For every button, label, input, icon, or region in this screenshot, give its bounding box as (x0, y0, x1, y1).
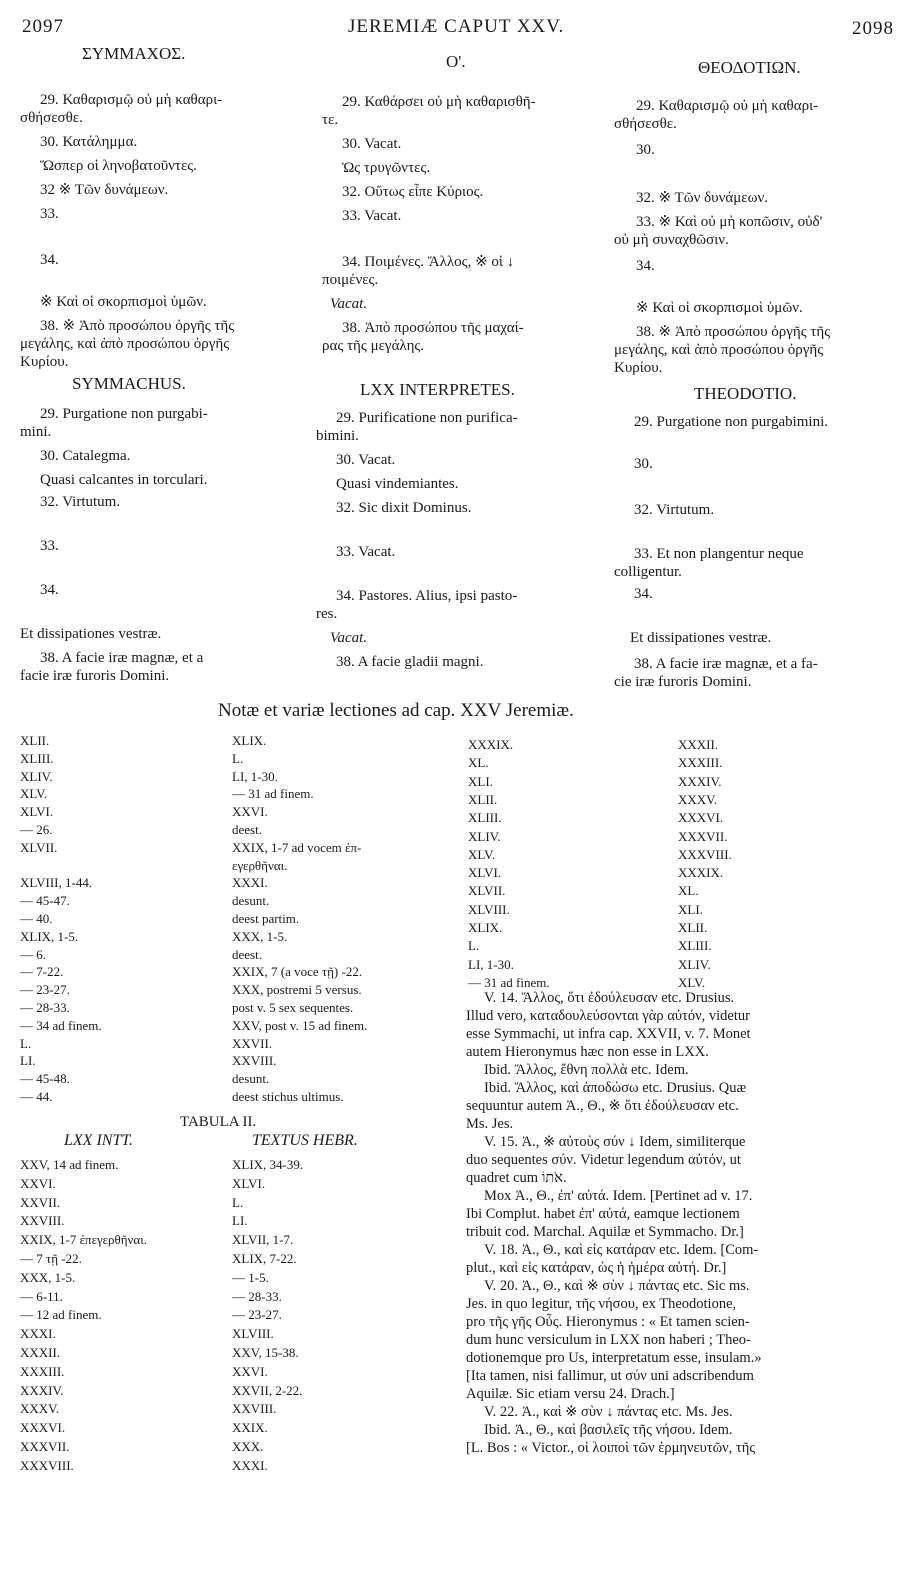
latin-theodotion-heading: THEODOTIO. (694, 384, 797, 403)
table-cell: XLIII. (20, 751, 54, 766)
text-line: 33. (40, 538, 59, 554)
text-line: mini. (20, 424, 52, 440)
table-cell: — 23-27. (20, 982, 70, 997)
table-cell: — 45-47. (20, 893, 70, 908)
table-cell: XXXIII. (678, 755, 723, 770)
table-cell: XLII. (20, 733, 50, 748)
text-line: 34. Pastores. Alius, ipsi pasto- (336, 588, 518, 604)
note-line: tribuit cod. Marchal. Aquilæ et Symmacho. Dr.] (466, 1224, 744, 1240)
table-cell: XXVII. (20, 1195, 61, 1210)
text-line: 33. ※ Καὶ οὐ μὴ κοπῶσιν, οὐδ' (636, 214, 823, 230)
greek-lxx-heading: Ο'. (446, 52, 466, 71)
note-line: Ibid. Ἄλλος, καὶ ἀποδώσω etc. Drusius. Quæ (484, 1080, 747, 1096)
table-cell: LI. (20, 1053, 36, 1068)
table-cell: XXVI. (20, 1176, 56, 1191)
table-cell: XL. (678, 883, 699, 898)
table-cell: XLV. (20, 786, 48, 801)
text-line: 29. Καθαρισμῷ οὐ μὴ καθαρι- (636, 98, 819, 114)
table-cell: XXXV. (678, 792, 718, 807)
table-cell: XLIX, 7-22. (232, 1251, 297, 1266)
text-line: 34. (634, 586, 653, 602)
table-cell: L. (232, 1195, 244, 1210)
text-line: σθήσεσθε. (20, 110, 83, 126)
note-line: Ibi Complut. habet ἐπ' αὐτά, eamque lectionem (466, 1206, 740, 1222)
note-line: V. 14. Ἄλλος, ὅτι ἐδούλευσαν etc. Drusius. (484, 990, 735, 1006)
table-cell: XXXVII. (678, 829, 728, 844)
table-cell: XLVI. (468, 865, 502, 880)
table-cell: XLIX, 34-39. (232, 1157, 304, 1172)
note-line: quadret cum אֹתוֹ. (466, 1170, 567, 1186)
note-line: V. 18. Ἀ., Θ., καὶ εἰς κατάραν etc. Idem. [Com- (484, 1242, 759, 1258)
text-line: Κυρίου. (20, 354, 69, 370)
table-cell: desunt. (232, 893, 270, 908)
table-cell: XXVI. (232, 1364, 268, 1379)
text-line: colligentur. (614, 564, 682, 580)
text-line: 29. Καθαρισμῷ οὐ μὴ καθαρι- (40, 92, 223, 108)
table-cell: XXIX, 1-7 ad vocem ἐπ- (232, 840, 362, 855)
table-cell: — 26. (20, 822, 53, 837)
table-cell: — 23-27. (232, 1307, 282, 1322)
latin-symmachus-heading: SYMMACHUS. (72, 374, 186, 393)
text-line: Quasi vindemiantes. (336, 476, 459, 492)
table-cell: XXVIII. (20, 1213, 65, 1228)
text-line: 30. Vacat. (336, 452, 396, 468)
text-line: 38. A facie gladii magni. (336, 654, 484, 670)
text-line: 29. Καθάρσει οὐ μὴ καθαρισθῆ- (342, 94, 536, 110)
text-line: σθήσεσθε. (614, 116, 677, 132)
tabula-two-title: TABULA II. (180, 1114, 257, 1130)
note-line: Aquilæ. Sic etiam versu 24. Drach.] (466, 1386, 675, 1402)
text-line: ※ Καὶ οἱ σκορπισμοὶ ὑμῶν. (40, 294, 207, 310)
text-line: 30. Vacat. (342, 136, 402, 152)
text-line: 38. A facie iræ magnæ, et a (40, 650, 204, 666)
text-line: 34. (636, 258, 655, 274)
table-cell: XLV. (678, 975, 706, 990)
note-line: [Ita tamen, nisi fallimur, ut σύν uni adscribendum (466, 1368, 754, 1384)
table-cell: XLVIII. (468, 902, 510, 917)
text-line: μεγάλης, καὶ ἀπὸ προσώπου ὀργῆς (20, 336, 230, 352)
text-line: res. (316, 606, 338, 622)
table-cell: XLIV. (20, 769, 53, 784)
greek-theodotion-heading: ΘΕΟΔΟΤΙΩΝ. (698, 58, 801, 77)
page-number-right: 2098 (852, 18, 894, 39)
table-cell: XLIV. (468, 829, 501, 844)
table-cell: XLI. (468, 774, 493, 789)
note-line: Ibid. Ἀ., Θ., καὶ βασιλεῖς τῆς νήσου. Idem. (484, 1422, 733, 1438)
note-line: V. 20. Ἀ., Θ., καὶ ※ σὺν ↓ πάντας etc. Sic ms. (484, 1278, 750, 1294)
text-line: 30. (634, 456, 653, 472)
table-cell: XXV, post v. 15 ad finem. (232, 1018, 368, 1033)
text-line: 38. ※ Ἀπὸ προσώπου ὀργῆς τῆς (636, 324, 831, 340)
table-cell: XXXIII. (20, 1364, 65, 1379)
table-cell: XLVIII, 1-44. (20, 875, 93, 890)
table-cell: XXVII, 2-22. (232, 1383, 303, 1398)
table-cell: — 28-33. (232, 1289, 282, 1304)
table-cell: XLIII. (678, 938, 712, 953)
table-cell: XXXI. (232, 1458, 268, 1473)
text-line: Et dissipationes vestræ. (20, 626, 162, 642)
tabula-two-head-left: LXX INTT. (64, 1132, 134, 1149)
note-line: autem Hieronymus hæc non esse in LXX. (466, 1044, 709, 1060)
text-line: 34. Ποιμένες. Ἄλλος, ※ οἱ ↓ (342, 254, 515, 270)
table-cell: XXV, 14 ad finem. (20, 1157, 119, 1172)
note-line: dum hunc versiculum in LXX non haberi ; Theo- (466, 1332, 751, 1348)
table-cell: XXXVIII. (20, 1458, 74, 1473)
note-line: duo sequentes σύν. Videtur legendum αὐτόν, ut (466, 1152, 741, 1168)
text-line: 34. (40, 252, 59, 268)
table-cell: LI, 1-30. (232, 769, 278, 784)
table-cell: deest. (232, 947, 262, 962)
text-line: 32. ※ Τῶν δυνάμεων. (636, 190, 768, 206)
table-cell: XXVIII. (232, 1053, 277, 1068)
note-line: esse Symmachi, ut infra cap. XXVII, v. 7. Monet (466, 1026, 751, 1042)
table-cell: — 40. (20, 911, 53, 926)
table-cell: XXIX, 1-7 ἐπεγερθῆναι. (20, 1232, 147, 1247)
text-line: 33. Vacat. (336, 544, 396, 560)
text-line: Ὥσπερ οἱ ληνοβατοῦντες. (40, 158, 197, 174)
text-line: 30. Κατάλημμα. (40, 134, 138, 150)
table-cell: — 31 ad finem. (232, 786, 314, 801)
table-cell: — 44. (20, 1089, 53, 1104)
text-line: facie iræ furoris Domini. (20, 668, 170, 684)
greek-symmachus-heading: ΣΥΜΜΑΧΟΣ. (82, 44, 186, 63)
table-cell: XXXIV. (20, 1383, 64, 1398)
text-line: μεγάλης, καὶ ἀπὸ προσώπου ὀργῆς (614, 342, 824, 358)
table-cell: XXXIX. (468, 737, 514, 752)
table-cell: XXVIII. (232, 1401, 277, 1416)
table-cell: XLVI. (20, 804, 54, 819)
text-line: Vacat. (330, 630, 368, 646)
text-line: cie iræ furoris Domini. (614, 674, 752, 690)
table-cell: XXXI. (232, 875, 268, 890)
table-cell: XLIII. (468, 810, 502, 825)
table-cell: XXXI. (20, 1326, 56, 1341)
table-cell: — 34 ad finem. (20, 1018, 102, 1033)
table-cell: XXXIX. (678, 865, 724, 880)
table-cell: — 7 τῇ -22. (20, 1251, 82, 1266)
table-cell: XXXII. (678, 737, 719, 752)
latin-lxx-heading: LXX INTERPRETES. (360, 380, 515, 399)
table-cell: XXX, 1-5. (232, 929, 288, 944)
table-cell: L. (232, 751, 244, 766)
text-line: 30. (636, 142, 655, 158)
table-cell: XXXII. (20, 1345, 61, 1360)
tabula-two-head-right: TEXTUS HEBR. (252, 1132, 358, 1149)
text-line: 38. A facie iræ magnæ, et a fa- (634, 656, 818, 672)
note-line: Mox Ἀ., Θ., ἐπ' αὐτά. Idem. [Pertinet ad v. 17. (484, 1188, 753, 1204)
note-line: Ibid. Ἄλλος, ἔθνη πολλὰ etc. Idem. (484, 1062, 689, 1078)
text-line: 32 ※ Τῶν δυνάμεων. (40, 182, 169, 198)
table-cell: deest stichus ultimus. (232, 1089, 344, 1104)
table-cell: — 6-11. (20, 1289, 63, 1304)
text-line: 29. Purgatione non purgabi- (40, 406, 208, 422)
table-cell: XLVII. (468, 883, 506, 898)
text-line: 29. Purgatione non purgabimini. (634, 414, 829, 430)
text-line: 29. Purificatione non purifica- (336, 410, 518, 426)
text-line: 33. (40, 206, 59, 222)
text-line: 32. Sic dixit Dominus. (336, 500, 472, 516)
note-line: [L. Bos : « Victor., οἱ λοιποὶ τῶν ἑρμηνευτῶν, τῆς (466, 1440, 756, 1456)
text-line: 32. Οὕτως εἶπε Κύριος. (342, 184, 484, 200)
note-line: sequuntur autem Ἀ., Θ., ※ ὅτι ἐδούλευσαν etc. (466, 1098, 739, 1114)
text-line: ποιμένες. (322, 272, 379, 288)
text-line: 38. Ἀπὸ προσώπου τῆς μαχαί- (342, 320, 524, 336)
text-line: 38. ※ Ἀπὸ προσώπου ὀργῆς τῆς (40, 318, 235, 334)
note-line: V. 22. Ἀ., καὶ ※ σὺν ↓ πάντας etc. Ms. Jes. (484, 1404, 733, 1420)
table-cell: XLVI. (232, 1176, 266, 1191)
table-cell: — 6. (20, 947, 46, 962)
table-cell: XLV. (468, 847, 496, 862)
table-cell: XXVII. (232, 1036, 273, 1051)
text-line: ρας τῆς μεγάλης. (322, 338, 425, 354)
table-cell: XLIV. (678, 957, 711, 972)
table-cell: XXX. (232, 1439, 264, 1454)
note-line: V. 15. Ἀ., ※ αὐτοὺς σύν ↓ Idem, similiterque (484, 1134, 746, 1150)
text-line: Κυρίου. (614, 360, 663, 376)
table-cell: XXIX. (232, 1420, 268, 1435)
table-cell: XXX, postremi 5 versus. (232, 982, 362, 997)
running-title: JEREMIÆ CAPUT XXV. (348, 16, 565, 37)
text-line: Vacat. (330, 296, 368, 312)
table-cell: XLII. (468, 792, 498, 807)
text-line: bimini. (316, 428, 359, 444)
table-cell: XXXIV. (678, 774, 722, 789)
table-cell: L. (20, 1036, 32, 1051)
table-cell: XXX, 1-5. (20, 1270, 76, 1285)
text-line: Et dissipationes vestræ. (630, 630, 772, 646)
table-cell: XLVII. (20, 840, 58, 855)
table-cell: XLVII, 1-7. (232, 1232, 294, 1247)
note-line: Ms. Jes. (466, 1116, 514, 1132)
table-cell: XLII. (678, 920, 708, 935)
text-line: οὐ μὴ συναχθῶσιν. (614, 232, 729, 248)
table-cell: XXVI. (232, 804, 268, 819)
table-cell: desunt. (232, 1071, 270, 1086)
text-line: 33. Vacat. (342, 208, 402, 224)
table-cell: deest partim. (232, 911, 300, 926)
table-cell: LI. (232, 1213, 248, 1228)
text-line: 30. Catalegma. (40, 448, 131, 464)
table-cell: L. (468, 938, 480, 953)
notes-title: Notæ et variæ lectiones ad cap. XXV Jeremiæ. (218, 700, 574, 721)
table-cell: XLIX, 1-5. (20, 929, 79, 944)
table-cell: XXXVI. (678, 810, 724, 825)
table-cell: XLIX. (468, 920, 503, 935)
text-line: 34. (40, 582, 59, 598)
table-cell: — 7-22. (20, 964, 64, 979)
text-line: ※ Καὶ οἱ σκορπισμοὶ ὑμῶν. (636, 300, 803, 316)
table-cell: — 45-48. (20, 1071, 70, 1086)
table-cell: XXXV. (20, 1401, 60, 1416)
table-cell: XLVIII. (232, 1326, 274, 1341)
text-line: τε. (322, 112, 339, 128)
table-cell: XLI. (678, 902, 703, 917)
text-line: Ὡς τρυγῶντες. (342, 160, 431, 176)
table-cell: XLIX. (232, 733, 267, 748)
table-cell: XXV, 15-38. (232, 1345, 299, 1360)
table-cell: XXXVI. (20, 1420, 66, 1435)
table-cell: XXIX, 7 (a voce τῇ) -22. (232, 964, 363, 979)
table-cell: XL. (468, 755, 489, 770)
note-line: pro τῆς γῆς Οὖς. Hieronymus : « Et tamen scien- (466, 1314, 750, 1330)
note-line: Illud vero, καταδουλεύσονται γὰρ αὐτόν, videtur (466, 1008, 750, 1024)
table-cell: deest. (232, 822, 262, 837)
table-cell: post v. 5 sex sequentes. (232, 1000, 354, 1015)
table-cell: — 31 ad finem. (468, 975, 550, 990)
table-cell: εγερθῆναι. (232, 858, 288, 873)
note-line: dotionemque pro Us, interpretatum esse, insulam.» (466, 1350, 762, 1366)
table-cell: LI, 1-30. (468, 957, 514, 972)
table-cell: XXXVII. (20, 1439, 70, 1454)
page-number-left: 2097 (22, 16, 64, 37)
note-line: Jes. in quo legitur, τῆς νήσου, ex Theodotione, (466, 1296, 737, 1312)
text-line: 32. Virtutum. (634, 502, 715, 518)
text-line: 33. Et non plangentur neque (634, 546, 804, 562)
table-cell: XXXVIII. (678, 847, 732, 862)
table-cell: — 12 ad finem. (20, 1307, 102, 1322)
table-cell: — 28-33. (20, 1000, 70, 1015)
table-cell: — 1-5. (232, 1270, 269, 1285)
text-line: Quasi calcantes in torculari. (40, 472, 208, 488)
note-line: plut., καὶ εἰς κατάραν, ὡς ἡ ἡμέρα αὐτή. Dr.] (466, 1260, 727, 1276)
text-line: 32. Virtutum. (40, 494, 121, 510)
